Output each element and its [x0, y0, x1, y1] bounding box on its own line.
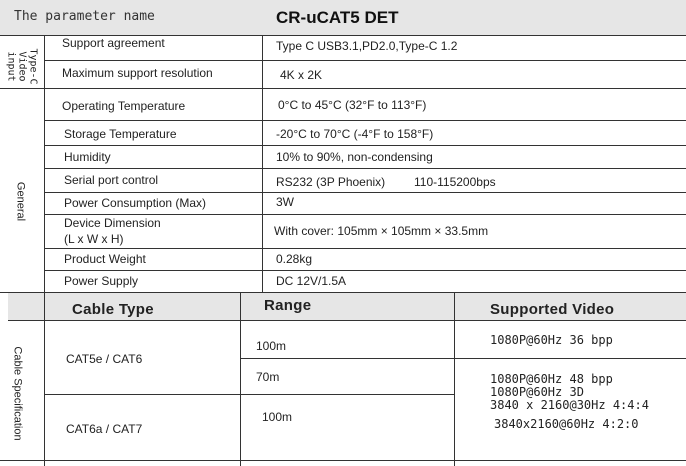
param-value: 0.28kg — [276, 252, 313, 266]
cable-type-cell: CAT6a / CAT7 — [66, 422, 143, 436]
cable-row-divider — [44, 394, 240, 395]
param-value: DC 12V/1.5A — [276, 274, 347, 288]
video-format-cell: 1080P@60Hz 48 bpp — [490, 372, 613, 386]
param-name: Serial port control — [64, 173, 159, 187]
cable-section-label: Cable Specification — [11, 346, 24, 441]
cable-column-divider — [454, 292, 455, 466]
row-divider — [44, 145, 686, 146]
cable-type-cell: CAT5e / CAT6 — [66, 352, 143, 366]
model-title: CR-uCAT5 DET — [276, 8, 399, 27]
row-divider — [44, 168, 686, 169]
row-divider — [44, 270, 686, 271]
row-divider — [44, 120, 686, 121]
range-cell: 70m — [256, 370, 280, 384]
cable-row-divider — [240, 394, 454, 395]
range-cell: 100m — [256, 339, 287, 353]
general-section-label: General — [14, 181, 27, 222]
param-name: Product Weight — [64, 252, 146, 266]
value-column-divider — [262, 35, 263, 292]
param-value: 10% to 90%, non-condensing — [276, 150, 433, 164]
video-format-cell: 3840 x 2160@30Hz 4:4:4 — [490, 398, 649, 412]
range-cell: 100m — [262, 410, 293, 424]
row-divider — [44, 214, 686, 215]
param-value: 4K x 2K — [280, 68, 323, 82]
param-value: 0°C to 45°C (32°F to 113°F) — [278, 98, 427, 112]
row-divider — [44, 192, 686, 193]
typec-label-line2: Video — [16, 51, 28, 82]
cable-column-divider — [44, 292, 45, 466]
cable-row-divider — [240, 358, 686, 359]
param-value-secondary: 110-115200bps — [414, 175, 496, 189]
param-name: Maximum support resolution — [62, 66, 213, 80]
param-name: Storage Temperature — [64, 127, 177, 141]
cable-header-divider — [8, 320, 686, 321]
range-header: Range — [264, 297, 312, 314]
param-name: Power Supply — [64, 274, 139, 288]
cable-top-border — [0, 292, 686, 293]
param-name: Power Consumption (Max) — [64, 196, 207, 210]
supported-video-header: Supported Video — [490, 301, 615, 318]
cable-type-header: Cable Type — [72, 301, 154, 318]
param-name: Support agreement — [62, 36, 165, 50]
param-value: RS232 (3P Phoenix) — [276, 175, 386, 189]
param-name: Device Dimension — [64, 216, 161, 230]
param-name: Humidity — [64, 150, 111, 164]
typec-section-label — [6, 42, 39, 92]
video-format-cell: 3840x2160@60Hz 4:2:0 — [494, 417, 639, 431]
cable-bottom-border — [0, 460, 686, 461]
param-name: Operating Temperature — [62, 99, 186, 113]
parameter-name-header: The parameter name — [14, 9, 155, 24]
param-value: With cover: 105mm × 105mm × 33.5mm — [274, 224, 489, 238]
video-format-cell: 1080P@60Hz 36 bpp — [490, 333, 613, 347]
typec-label-line3: input — [5, 51, 17, 82]
param-value: -20°C to 70°C (-4°F to 158°F) — [276, 127, 434, 141]
param-name-secondary: (L x W x H) — [64, 232, 124, 246]
param-value: Type C USB3.1,PD2.0,Type-C 1.2 — [276, 39, 458, 53]
section-column-divider — [44, 35, 45, 292]
section-divider — [0, 88, 686, 89]
row-divider — [44, 60, 686, 61]
typec-label-line1: Type-C — [27, 48, 39, 85]
video-format-cell: 1080P@60Hz 3D — [490, 385, 584, 399]
row-divider — [44, 248, 686, 249]
cable-column-divider — [240, 292, 241, 466]
param-value: 3W — [276, 195, 294, 209]
